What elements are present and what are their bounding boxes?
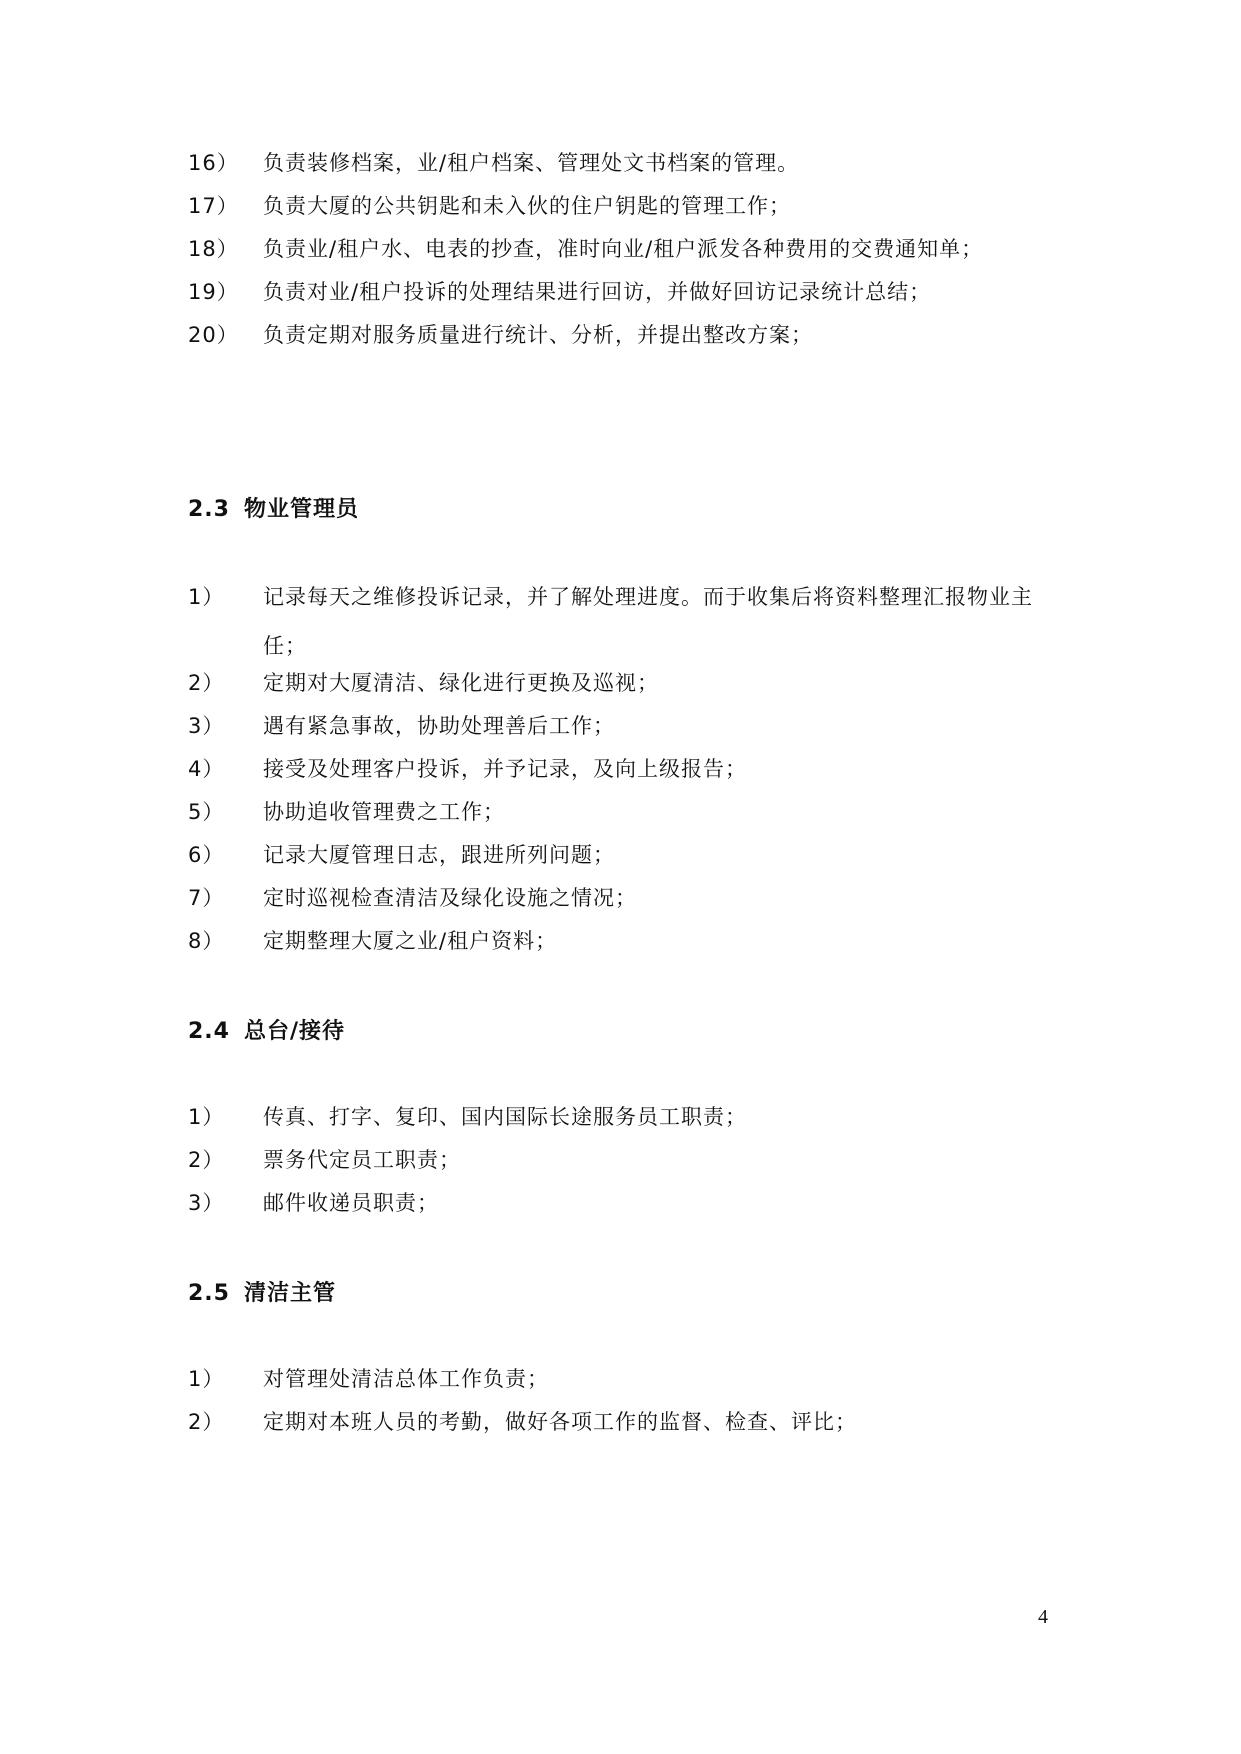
- item-text: 负责对业/租户投诉的处理结果进行回访，并做好回访记录统计总结；: [263, 280, 932, 304]
- item-number: 8）: [188, 929, 225, 953]
- item-number: 20）: [188, 323, 239, 347]
- item-text: 定期对本班人员的考勤，做好各项工作的监督、检查、评比；: [263, 1410, 857, 1434]
- item-number: 1）: [188, 1367, 225, 1391]
- item-number: 19）: [188, 280, 239, 304]
- item-text: 遇有紧急事故，协助处理善后工作；: [263, 714, 615, 738]
- item-number: 18）: [188, 237, 239, 261]
- item-text: 协助追收管理费之工作；: [263, 800, 505, 824]
- item-text: 负责定期对服务质量进行统计、分析，并提出整改方案；: [263, 323, 813, 347]
- item-number: 5）: [188, 800, 225, 824]
- item-text: 负责大厦的公共钥匙和未入伙的住户钥匙的管理工作；: [263, 194, 791, 218]
- item-text: 接受及处理客户投诉，并予记录，及向上级报告；: [263, 757, 747, 781]
- section-title: 清洁主管: [243, 1281, 336, 1306]
- item-number: 3）: [188, 1191, 225, 1215]
- section-number: 2.4: [188, 1019, 230, 1044]
- item-number: 17）: [188, 194, 239, 218]
- item-text: 负责装修档案，业/租户档案、管理处文书档案的管理。: [263, 151, 800, 175]
- section-heading: [188, 1280, 336, 1308]
- section-heading: [188, 1018, 345, 1046]
- item-text: 传真、打字、复印、国内国际长途服务员工职责；: [263, 1105, 747, 1129]
- section-title: 总台/接待: [243, 1019, 346, 1044]
- item-number: 4）: [188, 757, 225, 781]
- section-heading: [188, 496, 359, 524]
- section-number: 2.5: [188, 1281, 230, 1306]
- item-number: 2）: [188, 1148, 225, 1172]
- item-number: 2）: [188, 671, 225, 695]
- item-text: 定时巡视检查清洁及绿化设施之情况；: [263, 886, 637, 910]
- item-text: 定期整理大厦之业/租户资料；: [263, 929, 558, 953]
- section-number: 2.3: [188, 497, 230, 522]
- item-text: 票务代定员工职责；: [263, 1148, 461, 1172]
- section-title: 物业管理员: [243, 497, 359, 522]
- item-number: 7）: [188, 886, 225, 910]
- item-text: 对管理处清洁总体工作负责；: [263, 1367, 549, 1391]
- item-text: 负责业/租户水、电表的抄查，准时向业/租户派发各种费用的交费通知单；: [263, 237, 984, 261]
- item-number: 1）: [188, 585, 225, 609]
- item-number: 3）: [188, 714, 225, 738]
- item-text: 邮件收递员职责；: [263, 1191, 439, 1215]
- item-text: 定期对大厦清洁、绿化进行更换及巡视；: [263, 671, 659, 695]
- item-number: 6）: [188, 843, 225, 867]
- item-number: 1）: [188, 1105, 225, 1129]
- item-number: 16）: [188, 151, 239, 175]
- item-number: 2）: [188, 1410, 225, 1434]
- item-text: 记录大厦管理日志，跟进所列问题；: [263, 843, 615, 867]
- page-number: 4: [1038, 1606, 1048, 1628]
- item-text: 记录每天之维修投诉记录，并了解处理进度。而于收集后将资料整理汇报物业主任；: [263, 585, 1033, 658]
